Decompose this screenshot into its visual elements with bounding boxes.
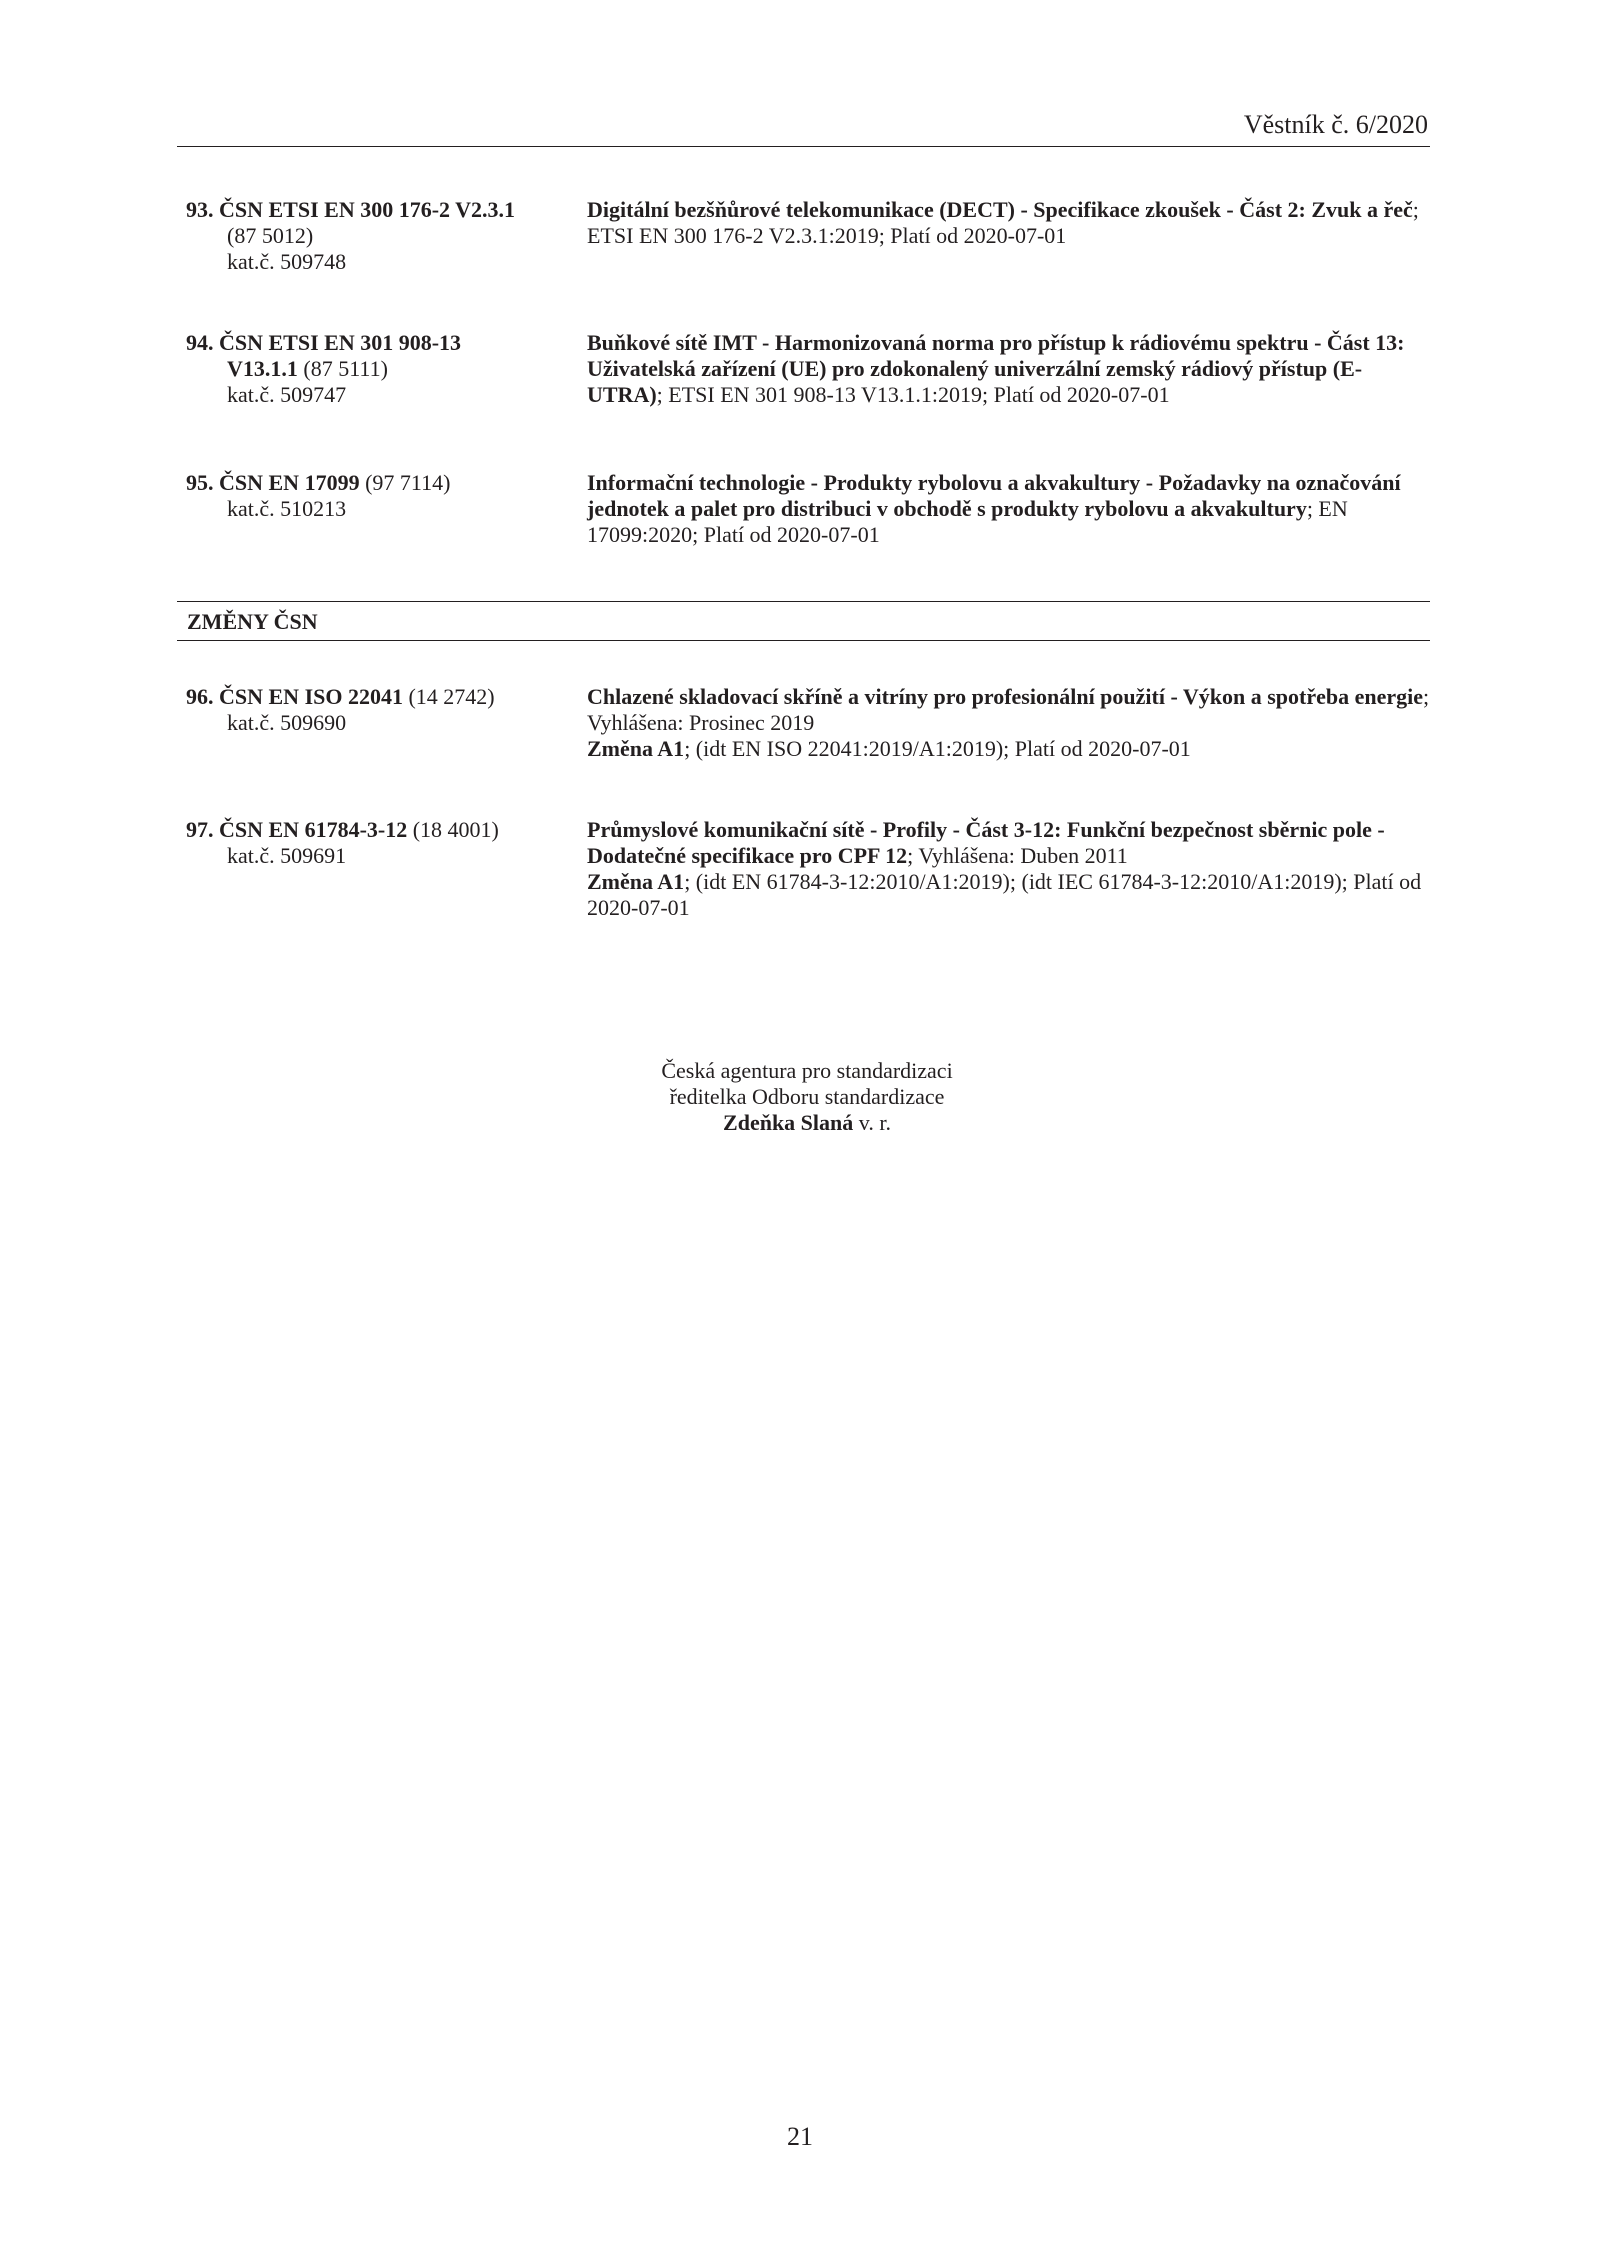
standard-code: ČSN EN 61784-3-12 bbox=[219, 817, 408, 842]
standard-code: ČSN EN ISO 22041 bbox=[219, 684, 403, 709]
entry-number: 94. bbox=[186, 330, 214, 355]
entry-number: 95. bbox=[186, 470, 214, 495]
entry-number: 93. bbox=[186, 197, 214, 222]
classification-number: (87 5111) bbox=[303, 356, 388, 381]
catalog-number: kat.č. 509690 bbox=[227, 710, 347, 735]
entry-description bbox=[587, 684, 1432, 762]
standard-details: ; ETSI EN 300 176-2 V2.3.1:2019; Platí od 2020-07-01 bbox=[587, 197, 1419, 248]
change-label: Změna A1 bbox=[587, 869, 685, 894]
signature-block bbox=[600, 1058, 1014, 1136]
page-header bbox=[177, 110, 1430, 147]
entry-description bbox=[587, 330, 1432, 408]
standard-title: Chlazené skladovací skříně a vitríny pro profesionální použití - Výkon a spotřeba energie bbox=[587, 684, 1424, 709]
classification-number: (18 4001) bbox=[412, 817, 499, 842]
standard-details: ; EN 17099:2020; Platí od 2020-07-01 bbox=[587, 496, 1348, 547]
section-title: ZMĚNY ČSN bbox=[187, 609, 318, 634]
classification-number: (97 7114) bbox=[365, 470, 451, 495]
signatory-name: Zdeňka Slaná bbox=[723, 1110, 854, 1135]
catalog-number: kat.č. 509691 bbox=[227, 843, 347, 868]
classification-number: (14 2742) bbox=[408, 684, 495, 709]
standard-title: Buňkové sítě IMT - Harmonizovaná norma pro přístup k rádiovému spektru - Část 13: Uživatelská zařízení (UE) pro zdokonalený univerzální zemský rádiový přístup (E-UTRA) bbox=[587, 330, 1405, 407]
signatory-position: ředitelka Odboru standardizace bbox=[669, 1084, 945, 1109]
change-details: ; (idt EN ISO 22041:2019/A1:2019); Platí od 2020-07-01 bbox=[684, 736, 1191, 761]
standard-details: ; Vyhlášena: Duben 2011 bbox=[907, 843, 1128, 868]
standard-code-continuation: V13.1.1 bbox=[227, 356, 298, 381]
agency-name: Česká agentura pro standardizaci bbox=[661, 1058, 953, 1083]
standard-code: ČSN ETSI EN 300 176-2 V2.3.1 bbox=[219, 197, 516, 222]
journal-title: Věstník č. 6/2020 bbox=[1243, 110, 1428, 139]
page-number: 21 bbox=[787, 2122, 813, 2151]
catalog-number: kat.č. 509748 bbox=[227, 249, 347, 274]
entry-identifier bbox=[186, 684, 576, 736]
entry-identifier bbox=[186, 330, 576, 408]
standard-code: ČSN EN 17099 bbox=[219, 470, 360, 495]
change-details: ; (idt EN 61784-3-12:2010/A1:2019); (idt IEC 61784-3-12:2010/A1:2019); Platí od 2020-07-01 bbox=[587, 869, 1422, 920]
standard-details: ; Vyhlášena: Prosinec 2019 bbox=[587, 684, 1430, 735]
catalog-number: kat.č. 509747 bbox=[227, 382, 347, 407]
entry-description bbox=[587, 470, 1432, 548]
entry-identifier bbox=[186, 197, 576, 275]
standard-title: Informační technologie - Produkty rybolovu a akvakultury - Požadavky na označování jednotek a palet pro distribuci v obchodě s produkty rybolovu a akvakultury bbox=[587, 470, 1401, 521]
entry-description bbox=[587, 817, 1432, 921]
entry-description bbox=[587, 197, 1432, 249]
entry-identifier bbox=[186, 817, 576, 869]
signature-suffix: v. r. bbox=[853, 1110, 891, 1135]
standard-title: Digitální bezšňůrové telekomunikace (DECT) - Specifikace zkoušek - Část 2: Zvuk a řeč bbox=[587, 197, 1413, 222]
standard-code: ČSN ETSI EN 301 908-13 bbox=[219, 330, 462, 355]
entry-identifier bbox=[186, 470, 576, 522]
changes-section-header bbox=[177, 601, 1430, 641]
change-label: Změna A1 bbox=[587, 736, 685, 761]
classification-number: (87 5012) bbox=[227, 223, 314, 248]
standard-title: Průmyslové komunikační sítě - Profily - Část 3-12: Funkční bezpečnost sběrnic pole - Dodatečné specifikace pro CPF 12 bbox=[587, 817, 1385, 868]
catalog-number: kat.č. 510213 bbox=[227, 496, 347, 521]
entry-number: 96. bbox=[186, 684, 214, 709]
entry-number: 97. bbox=[186, 817, 214, 842]
standard-details: ; ETSI EN 301 908-13 V13.1.1:2019; Platí od 2020-07-01 bbox=[656, 382, 1170, 407]
